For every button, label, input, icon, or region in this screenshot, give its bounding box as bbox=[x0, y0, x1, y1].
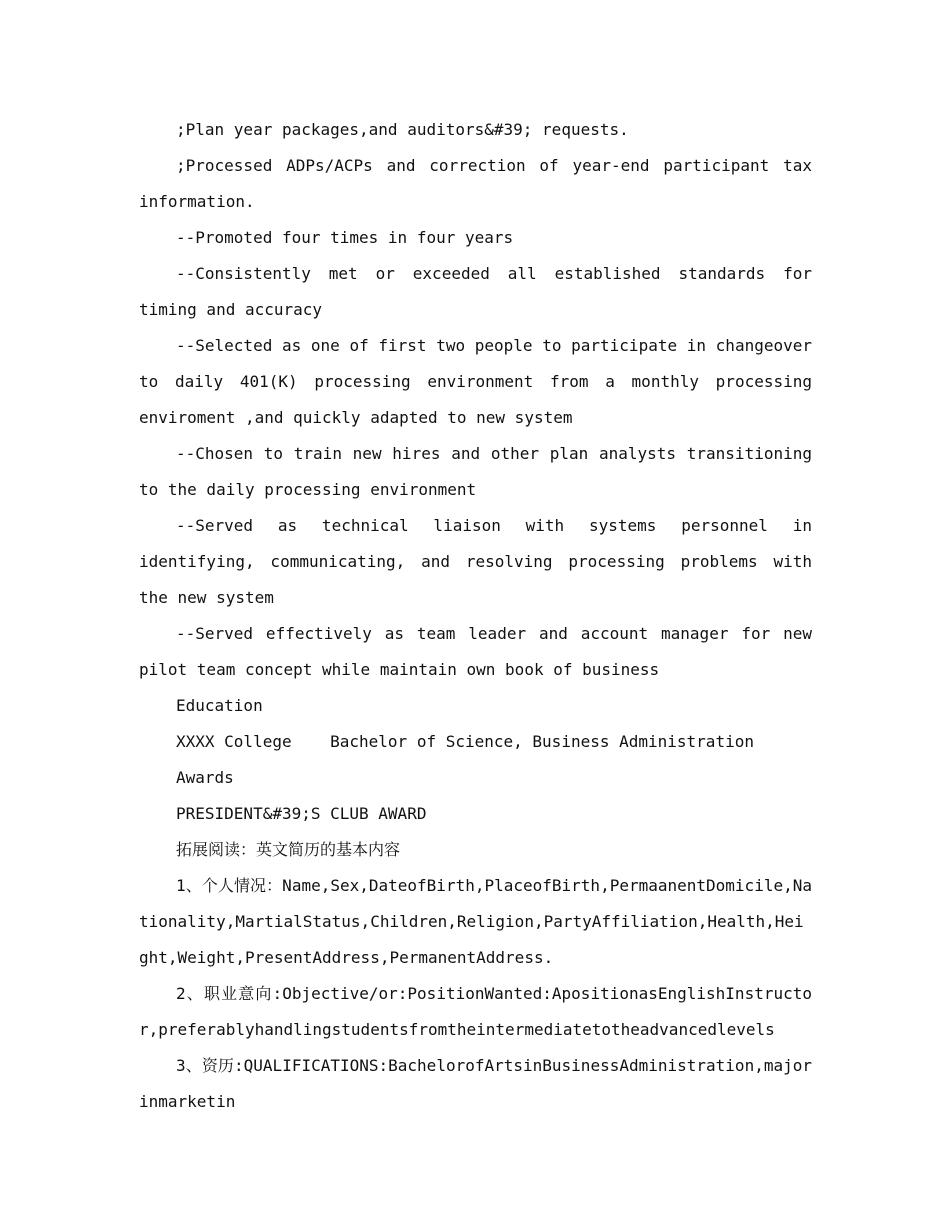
paragraph-selected: --Selected as one of first two people to participate in changeover to daily 401(K) processing environment from a monthly processing enviroment ,and quickly adapted to new system bbox=[139, 336, 812, 427]
education-entry: XXXX College Bachelor of Science, Business Administration bbox=[176, 732, 754, 751]
paragraph-personal-info: 1、个人情况：Name,Sex,DateofBirth,PlaceofBirth,PermaanentDomicile,Nationality,MartialStatus,Children,Religion,PartyAffiliation,Health,Height,Weight,PresentAddress,PermanentAddress. bbox=[139, 876, 812, 967]
paragraph-promoted: --Promoted four times in four years bbox=[176, 228, 514, 247]
award-entry: PRESIDENT&#39;S CLUB AWARD bbox=[176, 804, 427, 823]
paragraph-team-leader: --Served effectively as team leader and account manager for new pilot team concept while maintain own book of business bbox=[139, 624, 812, 679]
paragraph-plan-year: ;Plan year packages,and auditors&#39; requests. bbox=[176, 120, 629, 139]
paragraph-qualifications: 3、资历:QUALIFICATIONS:BachelorofArtsinBusinessAdministration,majorinmarketin bbox=[139, 1056, 812, 1111]
paragraph-consistently-met: --Consistently met or exceeded all established standards for timing and accuracy bbox=[139, 264, 812, 319]
heading-education: Education bbox=[176, 696, 263, 715]
document-page bbox=[139, 112, 812, 1120]
paragraph-processed-adps: ;Processed ADPs/ACPs and correction of year-end participant tax information. bbox=[139, 156, 812, 211]
paragraph-technical-liaison: --Served as technical liaison with systems personnel in identifying, communicating, and resolving processing problems with the new system bbox=[139, 516, 812, 607]
heading-awards: Awards bbox=[176, 768, 234, 787]
paragraph-chosen-to-train: --Chosen to train new hires and other plan analysts transitioning to the daily processing environment bbox=[139, 444, 812, 499]
heading-extended-reading: 拓展阅读：英文简历的基本内容 bbox=[176, 840, 401, 859]
paragraph-objective: 2、职业意向:Objective/or:PositionWanted:ApositionasEnglishInstructor,preferablyhandlingstudentsfromtheintermediatetotheadvancedlevels bbox=[139, 984, 812, 1039]
